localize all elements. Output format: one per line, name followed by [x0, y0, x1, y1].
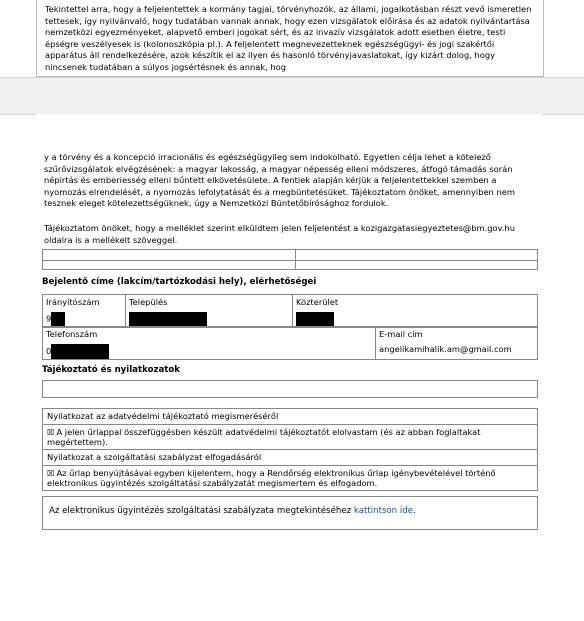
zip-label: Irányítószám — [46, 297, 100, 307]
redaction-bar — [51, 312, 65, 326]
document-page-2 — [36, 114, 542, 534]
page2-paragraph: y a törvény és a koncepció irracionális és egészségügyileg sem indokolható. Egyetlen célja lehet a kötelező szűrővizsgálatok elvégzésének: a magyar lakosság, a magyar népesség elleni módszeres, átfogó támadás során népirtás és emberiesség elleni bűntett elkövetésülete. A fentiek alapján kérjük a feljelentettekkel szemben a nyomozás elrendelését, a nyomozás lefolytatását és a megbüntetésüket. Tájékoztatom önöket, amennyiben nem tesznek eleget kötelezettségüknek, úgy a Nemzetközi Büntetőbírósághoz fordulok. — [44, 152, 515, 208]
email-label: E-mail cím — [379, 329, 423, 339]
city-cell — [126, 295, 293, 328]
email-cell — [376, 327, 538, 360]
page2-note: Tájékoztatom önöket, hogy a melléklet szerint elküldtem jelen feljelentést a kozigazgatasiegyeztetes@bm.gov.hu oldalra is a mellékelt szöveggel. — [44, 223, 515, 245]
checkbox-checked-icon[interactable]: ☒ — [47, 468, 55, 478]
redaction-bar — [296, 312, 334, 327]
empty-table-row — [42, 260, 538, 270]
contact-table — [42, 326, 538, 360]
terms-link[interactable]: kattintson ide — [353, 506, 413, 516]
address-section-title: Bejelentő címe (lakcím/tartózkodási hely), elérhetőségei — [42, 277, 317, 287]
address-table — [42, 294, 538, 328]
phone-value: 0 — [46, 346, 52, 356]
info-section-title: Tájékoztató és nyilatkozatok — [42, 365, 180, 375]
zip-value: 9 — [46, 313, 52, 324]
phone-cell — [43, 327, 376, 360]
page-separator — [0, 77, 584, 115]
privacy-title: Nyilatkozat az adatvédelmi tájékoztató megismeréséről — [43, 409, 538, 425]
page1-paragraph: Tekintettel arra, hogy a feljelentettek a kormány tagjai, törvényhozók, az állami, jogalkotásban részt vevő ismeretlen tettesek, így nyilvánvaló, hogy tudatában vannak annak, hogy ezen vizsgálatok előírása és az adatok nyilvántartása nemzetközi egyezményeket, alapvető emberi jogokat sért, és az invazív vizsgálatok adott esetben életre, testi épségre veszélyesek is (kolonoszkópia pl.). A feljelentett megnevezetteknek egészségügyi- és jogi szakértői apparátus áll rendelkezésére, azok készítik el az ilyen és hasonló törvényjavaslatokat, így kizárt dolog, hogy nincsenek tudatában a súlyos jogsértésnek és annak, hog — [45, 4, 532, 72]
footer-period: . — [412, 506, 416, 516]
city-label: Település — [129, 297, 168, 307]
privacy-declaration — [43, 425, 538, 450]
street-cell — [293, 295, 538, 328]
redaction-bar — [129, 312, 207, 327]
email-value: angelikamihalik.am@gmail.com — [379, 344, 512, 354]
redaction-bar — [51, 344, 109, 359]
empty-info-box — [42, 380, 538, 398]
declarations-table — [42, 408, 538, 491]
zip-cell — [43, 295, 126, 328]
phone-label: Telefonszám — [46, 329, 98, 339]
checkbox-checked-icon[interactable]: ☒ — [47, 427, 55, 437]
service-declaration — [43, 466, 538, 491]
street-label: Közterület — [296, 297, 339, 307]
privacy-text: A jelen űrlappal összefüggésben készült adatvédelmi tájékoztatót elolvastam (és az abban foglaltakat megértettem). — [47, 427, 481, 447]
service-text: Az űrlap benyújtásával egyben kijelentem, hogy a Rendőrség elektronikus űrlap igénybevételével történő elektronikus ügyintézés szolgáltatási szabályzatát megismertem és elfogadom. — [47, 468, 496, 488]
service-title: Nyilatkozat a szolgáltatási szabályzat elfogadásáról — [43, 450, 538, 466]
document-page-1 — [36, 0, 544, 77]
footer-box — [42, 496, 538, 530]
footer-text: Az elektronikus ügyintézés szolgáltatási szabályzata megtekintéséhez — [49, 506, 352, 516]
